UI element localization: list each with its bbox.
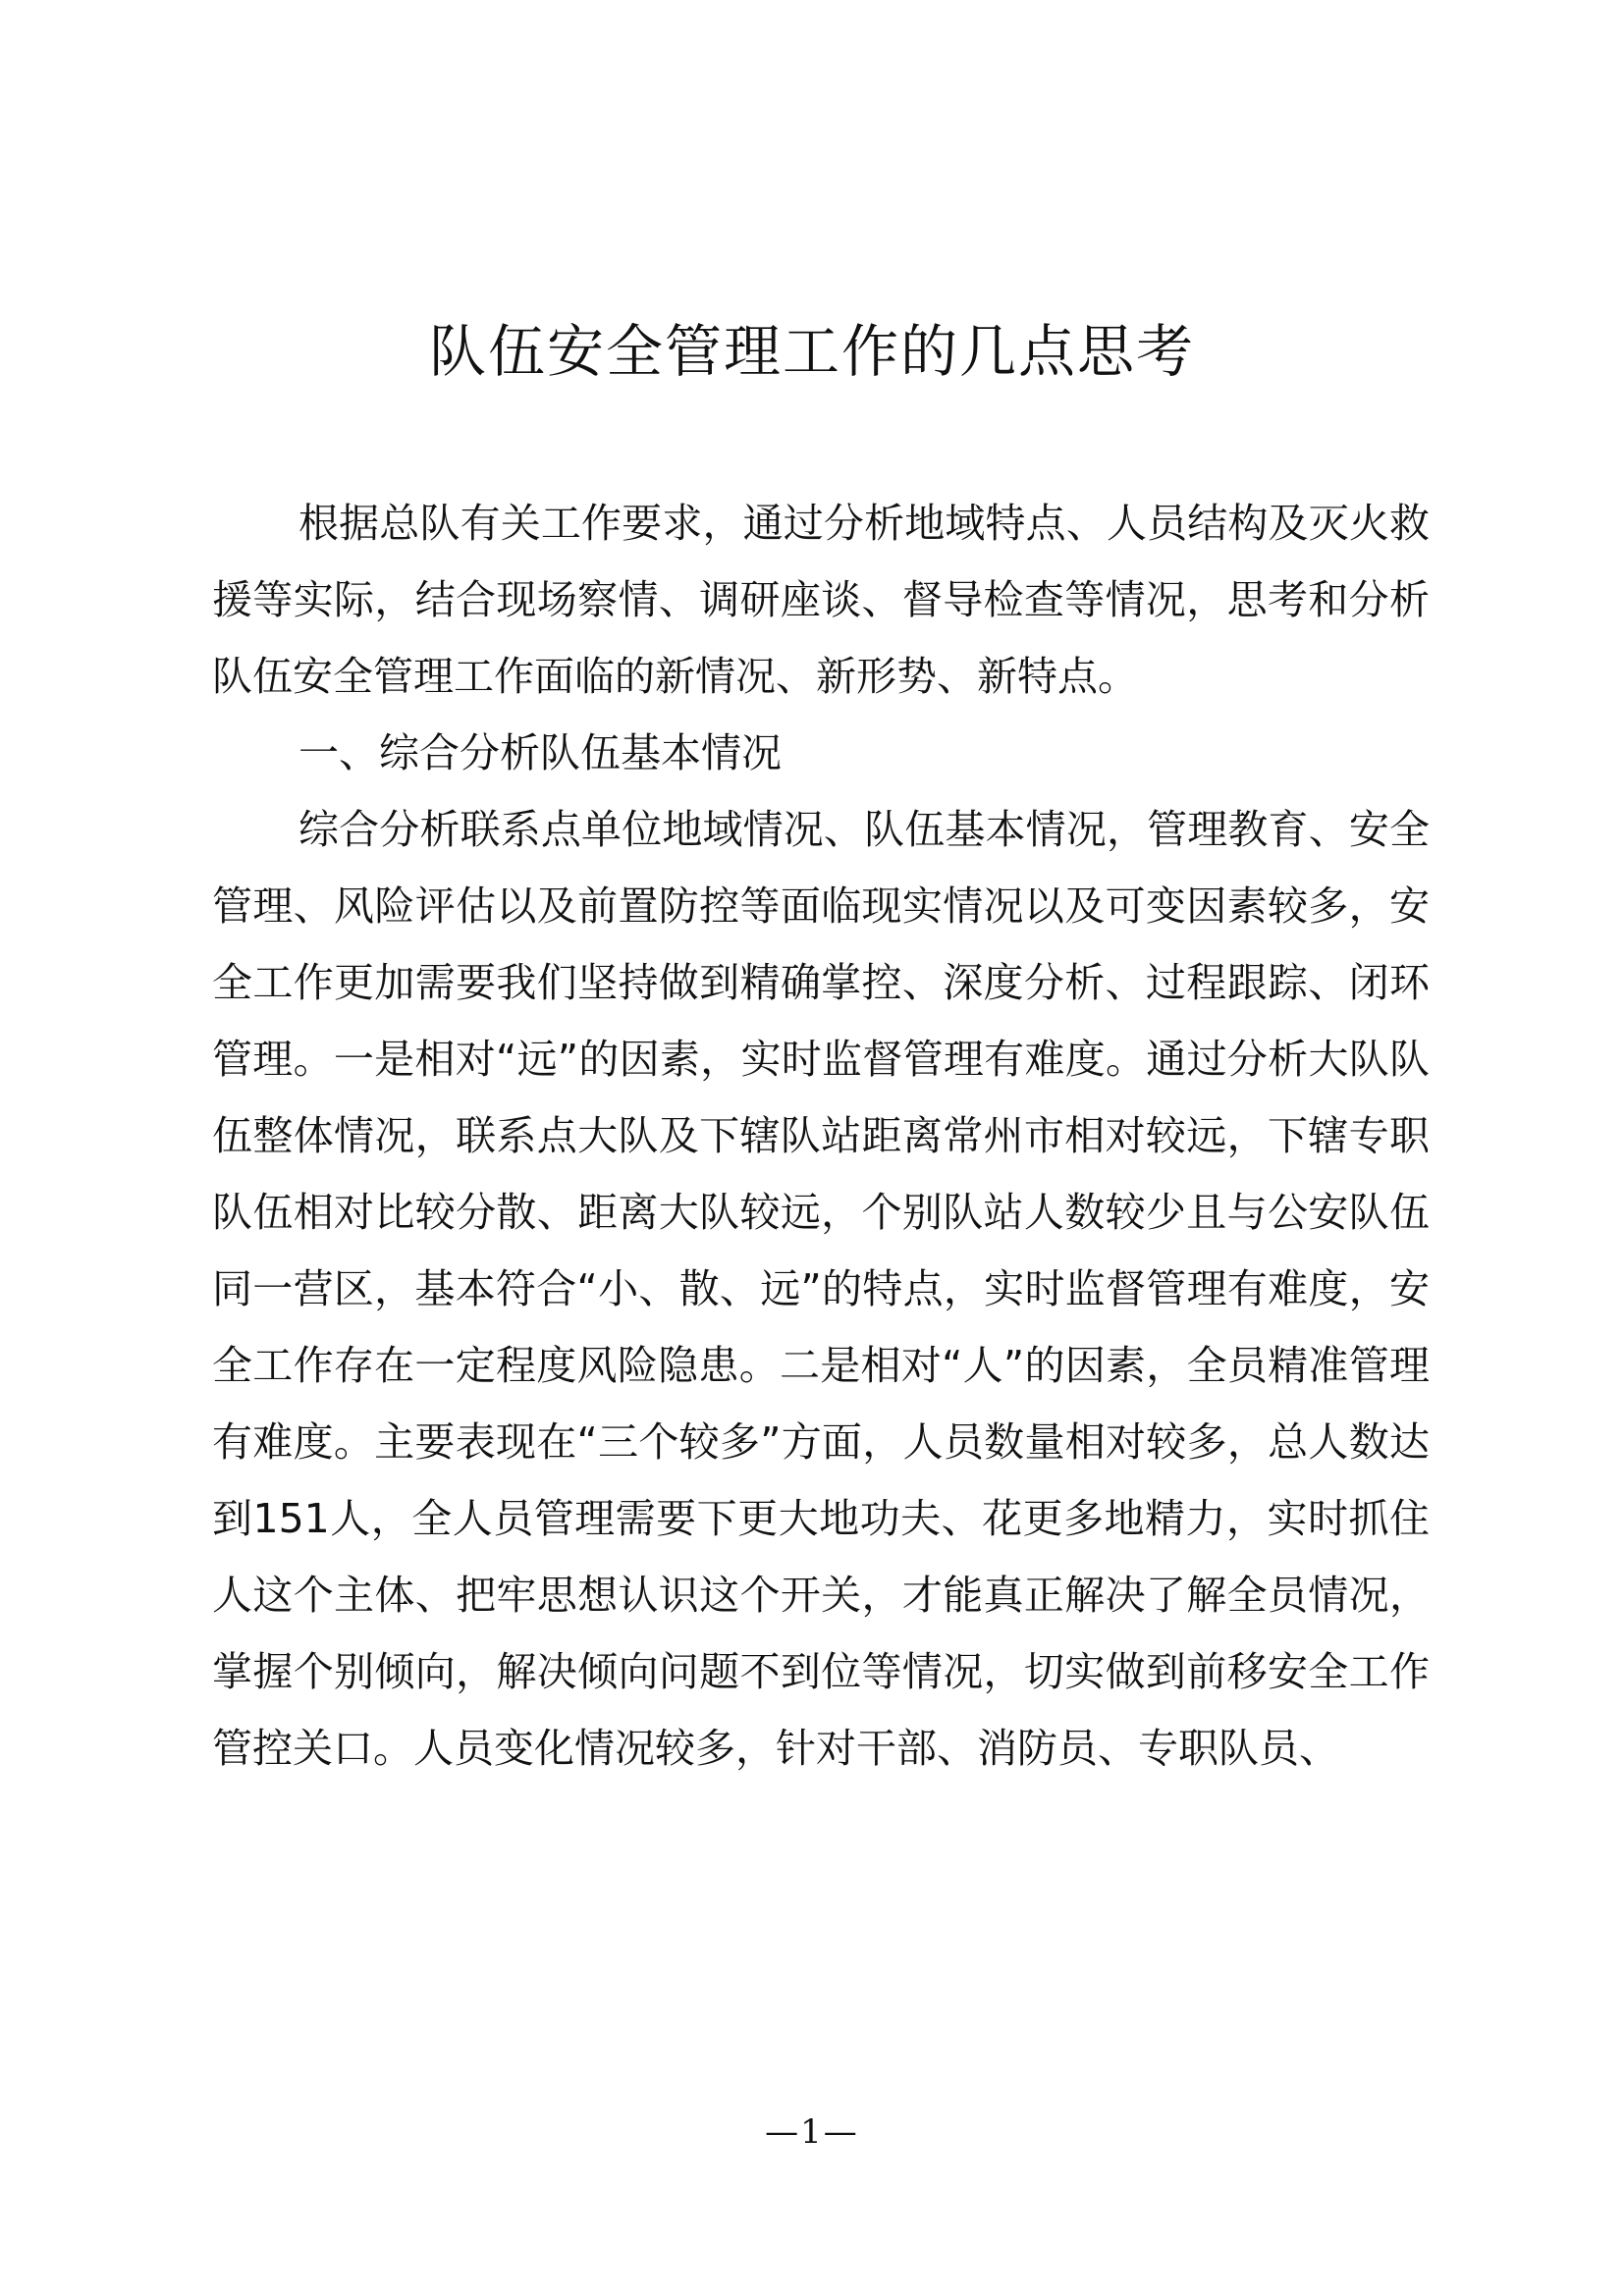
paragraph-intro: 根据总队有关工作要求，通过分析地域特点、人员结构及灭火救援等实际，结合现场察情、调研座谈、督导检查等情况，思考和分析队伍安全管理工作面临的新情况、新形势、新特点。 — [212, 500, 1430, 700]
document-title: 队伍安全管理工作的几点思考 — [428, 318, 1195, 385]
paragraph-section-1: 综合分析联系点单位地域情况、队伍基本情况，管理教育、安全管理、风险评估以及前置防控等面临现实情况以及可变因素较多，安全工作更加需要我们坚持做到精确掌控、深度分析、过程跟踪、闭环管理。一是相对“远”的因素，实时监督管理有难度。通过分析大队队伍整体情况，联系点大队及下辖队站距离常州市相对较远，下辖专职队伍相对比较分散、距离大队较远，个别队站人数较少且与公安队伍同一营区，基本符合“小、散、远”的特点，实时监督管理有难度，安全工作存在一定程度风险隐患。二是相对“人”的因素，全员精准管理有难度。主要表现在“三个较多”方面，人员数量相对较多，总人数达到151人，全人员管理需要下更大地功夫、花更多地精力，实时抓住人这个主体、把牢思想认识这个开关，才能真正解决了解全员情况，掌握个别倾向，解决倾向问题不到位等情况，切实做到前移安全工作管控关口。人员变化情况较多，针对干部、消防员、专职队员、 — [212, 806, 1430, 1772]
document-body — [212, 485, 1430, 1787]
page-number: —1— — [765, 2112, 859, 2152]
section-heading-1: 一、综合分析队伍基本情况 — [298, 729, 782, 776]
